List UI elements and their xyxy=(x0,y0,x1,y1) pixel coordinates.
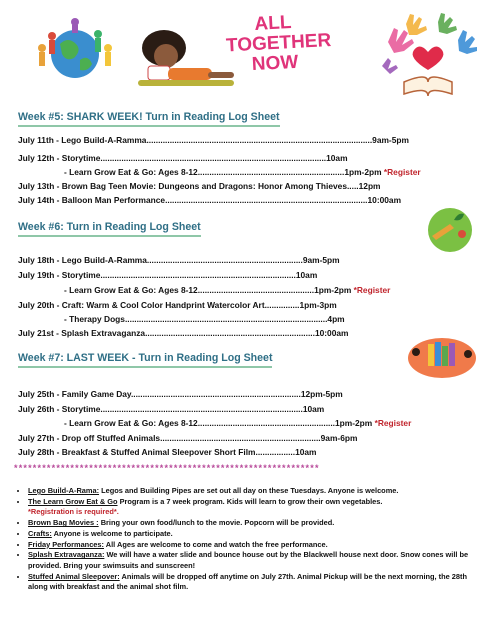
event-time: 10am xyxy=(302,404,325,414)
event-time: 1pm-2pm xyxy=(344,167,382,177)
event-label: July 21st - Splash Extravaganza xyxy=(18,328,146,338)
schedule-row xyxy=(64,285,390,295)
note-text: Program is a 7 week program. Kids will learn to grow their own vegetables. xyxy=(117,496,383,506)
title-line-2: TOGETHER xyxy=(225,30,332,57)
schedule-row xyxy=(18,195,401,205)
note-item xyxy=(28,550,484,571)
event-label: July 28th - Breakfast & Stuffed Animal Sleepover Short Film xyxy=(18,447,256,457)
notes-section xyxy=(14,486,484,593)
event-label: July 25th - Family Game Day xyxy=(18,389,131,399)
note-text: All Ages are welcome to come and watch the free performance. xyxy=(104,539,328,549)
note-text: Bring your own food/lunch to the movie. Popcorn will be provided. xyxy=(98,518,335,528)
note-text: Animals will be dropped off anytime on July 27th. Animal Pickup will be the next morning, the 28th along with breakfast and the animal shot film. xyxy=(28,571,467,592)
schedule-row xyxy=(18,270,317,280)
note-term: Brown Bag Movies : xyxy=(28,518,99,528)
event-time: 10:00am xyxy=(367,195,402,205)
note-item xyxy=(28,572,484,593)
schedule-row xyxy=(18,300,337,310)
header-title xyxy=(224,12,332,77)
leader-dots: ....................................................................................... xyxy=(100,404,303,414)
schedule-row xyxy=(18,153,348,163)
event-label: July 12th - Storytime xyxy=(18,153,101,163)
schedule-row xyxy=(64,314,345,324)
note-registration: *Registration is required*. xyxy=(28,507,119,517)
note-term: Splash Extravaganza: xyxy=(28,550,105,560)
leader-dots: ............................................................... xyxy=(197,167,345,177)
leader-dots: .................................................................................... xyxy=(100,270,296,280)
week-5-title: Week #5: SHARK WEEK! Turn in Reading Log Sheet xyxy=(18,111,280,127)
schedule-row xyxy=(64,418,411,428)
event-time: 10am xyxy=(295,270,318,280)
register-note: *Register xyxy=(374,418,412,428)
note-term: The Learn Grow Eat & Go xyxy=(28,496,118,506)
event-time: 12pm xyxy=(358,181,381,191)
leader-dots: ..................................................................... xyxy=(160,433,321,443)
handprints-heart-icon xyxy=(376,12,480,100)
note-item xyxy=(28,497,484,518)
schedule-row xyxy=(18,181,381,191)
event-time: 9am-5pm xyxy=(302,255,340,265)
note-text: Legos and Building Pipes are set out all day on these Tuesdays. Anyone is welcome. xyxy=(99,486,399,495)
leader-dots: ............... xyxy=(264,300,300,310)
register-note: *Register xyxy=(353,285,391,295)
reading-girl-icon xyxy=(128,22,238,98)
leader-dots: ................................................................... xyxy=(146,255,303,265)
event-time: 1pm-2pm xyxy=(314,285,352,295)
globe-kids-icon xyxy=(30,14,120,94)
event-label: - Therapy Dogs xyxy=(64,314,125,324)
event-label: - Learn Grow Eat & Go: Ages 8-12 xyxy=(64,418,198,428)
note-term: Crafts: xyxy=(28,528,52,538)
schedule-row xyxy=(18,328,348,338)
schedule-row xyxy=(18,433,357,443)
note-text: We will have a water slide and bounce house out by the Blackwell house next door. Snow cones will be provided. Bring your swimsuits and sunscreen! xyxy=(28,550,469,570)
header-banner xyxy=(0,0,496,108)
schedule-row xyxy=(18,255,340,265)
event-time: 10am xyxy=(295,447,317,457)
event-time: 4pm xyxy=(327,314,345,324)
week-6-title: Week #6: Turn in Reading Log Sheet xyxy=(18,221,201,237)
note-term: Lego Build-A-Rama: xyxy=(28,486,100,495)
event-label: July 19th - Storytime xyxy=(18,270,101,280)
event-label: July 11th - Lego Build-A-Ramma xyxy=(18,135,147,145)
event-label: July 26th - Storytime xyxy=(18,404,101,414)
leader-dots: ................................................................................................. xyxy=(100,153,327,163)
event-label: - Learn Grow Eat & Go: Ages 8-12 xyxy=(64,285,198,295)
note-text: Anyone is welcome to participate. xyxy=(51,528,173,538)
week-7-title: Week #7: LAST WEEK - Turn in Reading Log Sheet xyxy=(18,352,272,368)
leader-dots: ....................................................................................... xyxy=(124,314,328,324)
leader-dots: .................................................. xyxy=(197,285,315,295)
schedule-row xyxy=(18,404,324,414)
note-item xyxy=(28,540,484,551)
event-label: - Learn Grow Eat & Go: Ages 8-12 xyxy=(64,167,198,177)
books-icon xyxy=(404,332,480,380)
leader-dots: ....................................................................................... xyxy=(165,195,368,205)
note-item xyxy=(28,518,484,529)
schedule-row xyxy=(18,135,409,145)
register-note: *Register xyxy=(383,167,421,177)
notes-list xyxy=(14,486,484,593)
title-line-3: NOW xyxy=(251,51,299,76)
note-term: Friday Performances: xyxy=(28,539,104,549)
schedule-row xyxy=(64,167,421,177)
event-time: 9am-6pm xyxy=(320,433,358,443)
schedule-row xyxy=(18,447,317,457)
leader-dots: ......................................................................... xyxy=(145,328,315,338)
leader-dots: ................................................................................................. xyxy=(146,135,373,145)
event-time: 10:00am xyxy=(314,328,349,338)
event-label: July 20th - Craft: Warm & Cool Color Handprint Watercolor Art xyxy=(18,300,265,310)
event-label: July 13th - Brown Bag Teen Movie: Dungeons and Dragons: Honor Among Thieves xyxy=(18,181,347,191)
leader-dots: ..... xyxy=(346,181,359,191)
event-label: July 14th - Balloon Man Performance xyxy=(18,195,166,205)
note-item xyxy=(28,486,484,497)
leader-dots: ........................................................... xyxy=(197,418,336,428)
note-item xyxy=(28,529,484,540)
leader-dots: ......................................................................... xyxy=(130,389,301,399)
event-label: July 27th - Drop off Stuffed Animals xyxy=(18,433,161,443)
star-separator: ***************************************************************** xyxy=(14,463,320,473)
event-time: 12pm-5pm xyxy=(300,389,343,399)
event-time: 9am-5pm xyxy=(372,135,409,145)
event-label: July 18th - Lego Build-A-Ramma xyxy=(18,255,147,265)
title-line-1: ALL xyxy=(253,12,292,35)
note-term: Stuffed Animal Sleepover: xyxy=(28,571,120,581)
gardening-icon xyxy=(418,206,482,254)
leader-dots: ................. xyxy=(255,447,296,457)
event-time: 1pm-2pm xyxy=(335,418,373,428)
schedule-row xyxy=(18,389,343,399)
event-time: 10am xyxy=(326,153,348,163)
event-time: 1pm-3pm xyxy=(299,300,337,310)
